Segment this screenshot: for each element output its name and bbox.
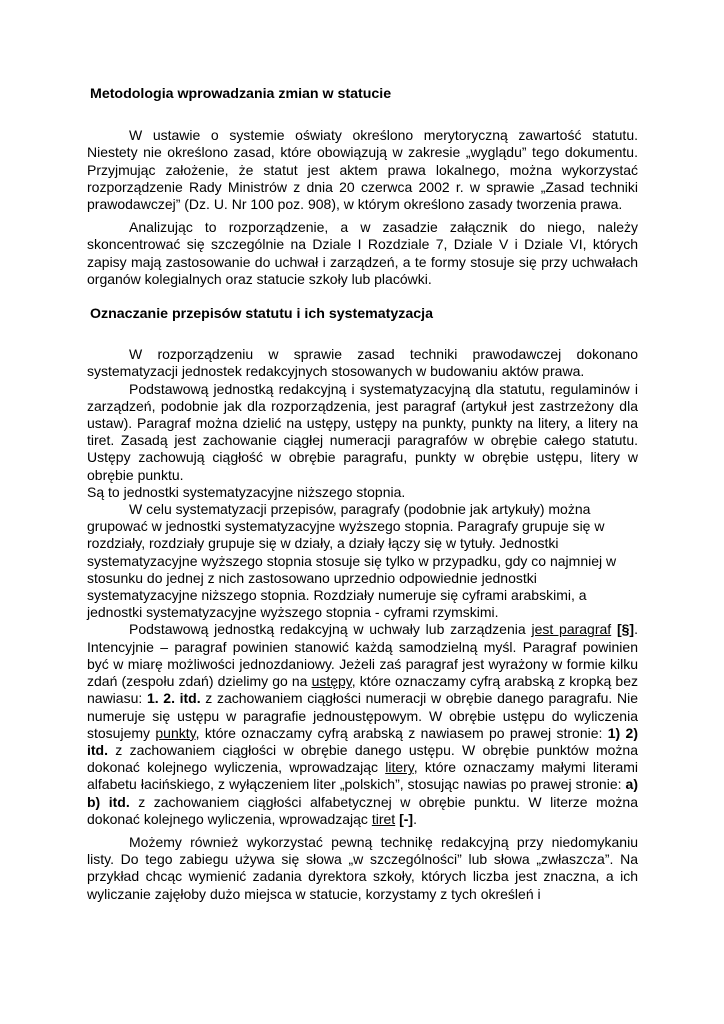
- p7-underline-litery: litery: [385, 759, 414, 776]
- section-heading-methodology: Metodologia wprowadzania zmian w statucie: [90, 86, 392, 102]
- p7-underline-paragraf: jest paragraf: [531, 621, 612, 638]
- p7-bold-numbering-ustepy: 1. 2. itd.: [146, 690, 201, 707]
- paragraph-4: Podstawową jednostką redakcyjną i systematyzacyjną dla statutu, regulaminów i zarządzeń, podobnie jak dla rozporządzenia, jest paragraf (artykuł jest zastrzeżony dla ustaw). Paragraf można dzielić na ustępy, ustępy na punkty, punkty na litery, a litery na tiret. Zasadą jest zachowanie ciągłej numeracji paragrafów w obrębie całego statutu. Ustępy zachowują ciągłość w obrębie paragrafu, punkty w obrębie ustępu, litery w obrębie punktu.: [87, 380, 638, 483]
- p7-text-1: Podstawową jednostką redakcyjną w uchwały lub zarządzenia: [129, 621, 532, 638]
- p7-bold-numbering-litery: a) b) itd.: [87, 776, 638, 810]
- p7-text-8: z zachowaniem ciągłości alfabetycznej w obrębie punktu. W literze można dokonać kolejnego wyliczenia, wprowadzając: [87, 793, 639, 827]
- paragraph-5: Są to jednostki systematyzacyjne niższego stopnia.: [87, 483, 406, 500]
- paragraph-1: W ustawie o systemie oświaty określono merytoryczną zawartość statutu. Niestety nie określono zasad, które obowiązują w zakresie „wyglądu” tego dokumentu. Przyjmując założenie, że statut jest aktem prawa lokalnego, można wykorzystać rozporządzenie Rady Ministrów z dnia 20 czerwca 2002 r. w sprawie „Zasad techniki prawodawczej” (Dz. U. Nr 100 poz. 908), w którym określono zasady tworzenia prawa.: [87, 127, 638, 213]
- p7-bold-paragraph-sign: [§]: [616, 621, 635, 638]
- paragraph-6: W celu systematyzacji przepisów, paragrafy (podobnie jak artykuły) można grupować w jednostki systematyzacyjne wyższego stopnia. Paragrafy grupuje się w rozdziały, rozdziały grupuje się w działy, a działy łączy się w tytuły. Jednostki systematyzacyjne wyższego stopnia stosuje się tylko w przypadku, gdy co najmniej w stosunku do jednej z nich zastosowano uprzednio odpowiednie jednostki systematyzacyjne niższego stopnia. Rozdziały numeruje się cyframi arabskimi, a jednostki systematyzacyjne wyższego stopnia - cyframi rzymskimi.: [87, 501, 617, 621]
- p7-text-4: z zachowaniem ciągłości numeracji w obrębie danego paragrafu. Nie numeruje się ustępu w paragrafie jednoustępowym. W obrębie ustępu do wyliczenia stosujemy: [87, 690, 638, 741]
- document-body: [87, 86, 638, 903]
- paragraph-2: Analizując to rozporządzenie, a w zasadzie załącznik do niego, należy skoncentrować się szczególnie na Dziale I Rozdziale 7, Dziale V i Dziale VI, których zapisy mają zastosowanie do uchwał i zarządzeń, a te formy stosuje się przy uchwałach organów kolegialnych oraz statucie szkoły lub placówki.: [87, 219, 638, 287]
- p7-bold-numbering-punkty: 1) 2) itd.: [87, 724, 638, 758]
- p7-underline-tiret: tiret: [371, 810, 396, 827]
- p7-text-3: , które oznaczamy cyfrą arabską z kropką bez nawiasu:: [87, 673, 638, 707]
- paragraph-7: [87, 621, 638, 827]
- p7-text-9: .: [413, 810, 417, 827]
- p7-underline-ustepy: ustępy: [311, 673, 352, 690]
- p7-bold-tiret-sign: [-]: [399, 810, 414, 827]
- section-heading-marking: Oznaczanie przepisów statutu i ich systematyzacja: [90, 306, 433, 323]
- p7-text-5: , które oznaczamy cyfrą arabską z nawiasem po prawej stronie:: [195, 724, 608, 741]
- p7-text-2: . Intencyjnie – paragraf powinien stanowić każdą samodzielną myśl. Paragraf powinien być w miarę możliwości jednozdaniowy. Jeżeli zaś paragraf jest wyrażony w formie kilku zdań (zespołu zdań) dzielimy go na: [87, 621, 638, 690]
- p7-text-7: , które oznaczamy małymi literami alfabetu łacińskiego, z wyłączeniem liter „polskich”, stosując nawias po prawej stronie:: [87, 759, 638, 793]
- paragraph-3: W rozporządzeniu w sprawie zasad techniki prawodawczej dokonano systematyzacji jednostek redakcyjnych stosowanych w budowaniu aktów prawa.: [87, 346, 638, 380]
- paragraph-8: Możemy również wykorzystać pewną technikę redakcyjną przy niedomykaniu listy. Do tego zabiegu używa się słowa „w szczególności” lub słowa „zwłaszcza”. Na przykład chcąc wymienić zadania dyrektora szkoły, których liczba jest znaczna, a ich wyliczanie zajęłoby dużo miejsca w statucie, korzystamy z tych określeń i: [87, 833, 638, 902]
- p7-underline-punkty: punkty: [155, 724, 196, 741]
- p7-text-6: z zachowaniem ciągłości w obrębie danego ustępu. W obrębie punktów można dokonać kolejnego wyliczenia, wprowadzając: [87, 741, 638, 776]
